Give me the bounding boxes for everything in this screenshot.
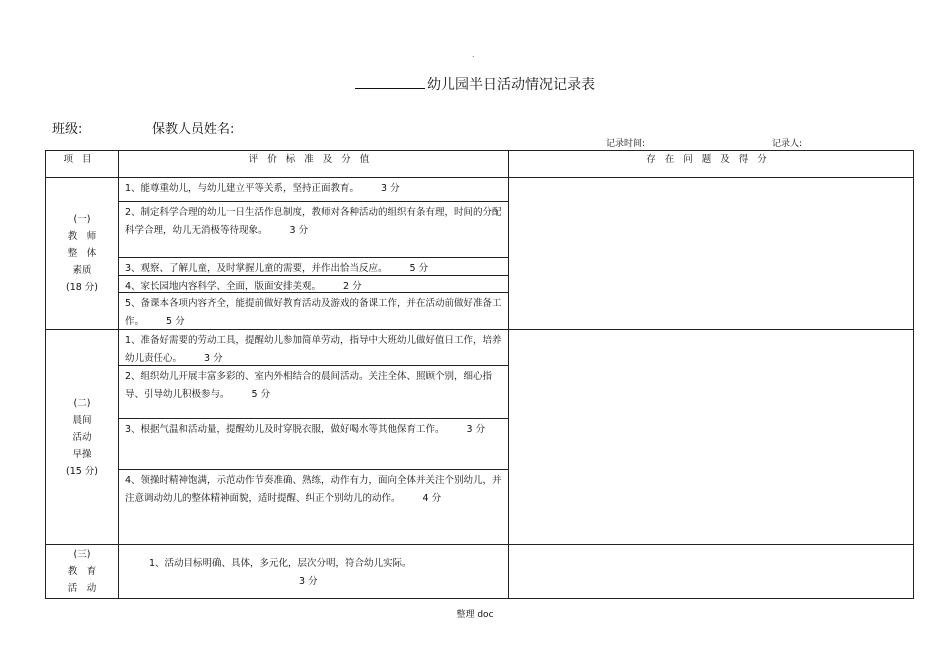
issues-cell[interactable] bbox=[509, 545, 914, 599]
criterion-item: 4、家长园地内容科学、全面，版面安排美观。 2 分 bbox=[119, 276, 508, 293]
page-title: 幼儿园半日活动情况记录表 bbox=[0, 74, 950, 94]
table-row bbox=[46, 545, 914, 599]
criterion-item: 1、能尊重幼儿，与幼儿建立平等关系，坚持正面教育。 3 分 bbox=[119, 178, 508, 202]
record-time-label: 记录时间: bbox=[606, 139, 646, 149]
criterion-item: 1、准备好需要的劳动工具，提醒幼儿参加简单劳动，指导中大班幼儿做好值日工作，培养幼儿责任心。 3 分 bbox=[119, 330, 508, 366]
top-dot: . bbox=[472, 50, 475, 59]
criteria-cell bbox=[119, 178, 509, 330]
table-header-row bbox=[46, 151, 914, 178]
criteria-cell bbox=[119, 545, 509, 599]
issues-cell[interactable] bbox=[509, 330, 914, 545]
criterion-item: 2、制定科学合理的幼儿一日生活作息制度，教师对各种活动的组织有条有理，时间的分配科学合理，幼儿无消极等待现象。 3 分 bbox=[119, 202, 508, 258]
criterion-item: 4、领操时精神饱满，示范动作节奏准确、熟练，动作有力，面向全体并关注个别幼儿，并注意调动幼儿的整体精神面貌，适时提醒、纠正个别幼儿的动作。 4 分 bbox=[125, 475, 502, 504]
criterion-item: 3、根据气温和活动量，提醒幼儿及时穿脱衣服，做好喝水等其他保育工作。 3 分 bbox=[119, 419, 508, 470]
staff-name-label: 保教人员姓名: bbox=[152, 122, 235, 137]
criterion-item: 3、观察、了解儿童，及时掌握儿童的需要，并作出恰当反应。 5 分 bbox=[119, 258, 508, 276]
header-criteria: 评价标准及分值 bbox=[119, 151, 509, 178]
table-row bbox=[46, 178, 914, 330]
criterion-item: 1、活动目标明确、具体，多元化，层次分明，符合幼儿实际。 3 分 bbox=[149, 558, 412, 587]
recorder-label: 记录人: bbox=[772, 139, 803, 149]
evaluation-table bbox=[45, 150, 914, 599]
criterion-item: 2、组织幼儿开展丰富多彩的、室内外相结合的晨间活动。关注全体、照顾个别，细心指导、引导幼儿积极参与。 5 分 bbox=[119, 366, 508, 419]
title-blank-line[interactable] bbox=[355, 76, 425, 89]
category-cell: (一) 教 师 整 体 素质 (18 分) bbox=[46, 178, 119, 330]
category-cell: (三) 教 育 活 动 bbox=[46, 545, 119, 599]
criterion-item: 5、备课本各项内容齐全，能提前做好教育活动及游戏的备课工作，并在活动前做好准备工作。 5 分 bbox=[125, 298, 502, 327]
header-issues: 存在问题及得分 bbox=[509, 151, 914, 178]
header-item: 项目 bbox=[46, 151, 119, 178]
class-label: 班级: bbox=[52, 122, 83, 137]
criteria-cell bbox=[119, 330, 509, 545]
issues-cell[interactable] bbox=[509, 178, 914, 330]
table-row bbox=[46, 330, 914, 545]
category-cell: (二) 晨间 活动 早操 (15 分) bbox=[46, 330, 119, 545]
footer-text: 整理 doc bbox=[456, 610, 494, 620]
